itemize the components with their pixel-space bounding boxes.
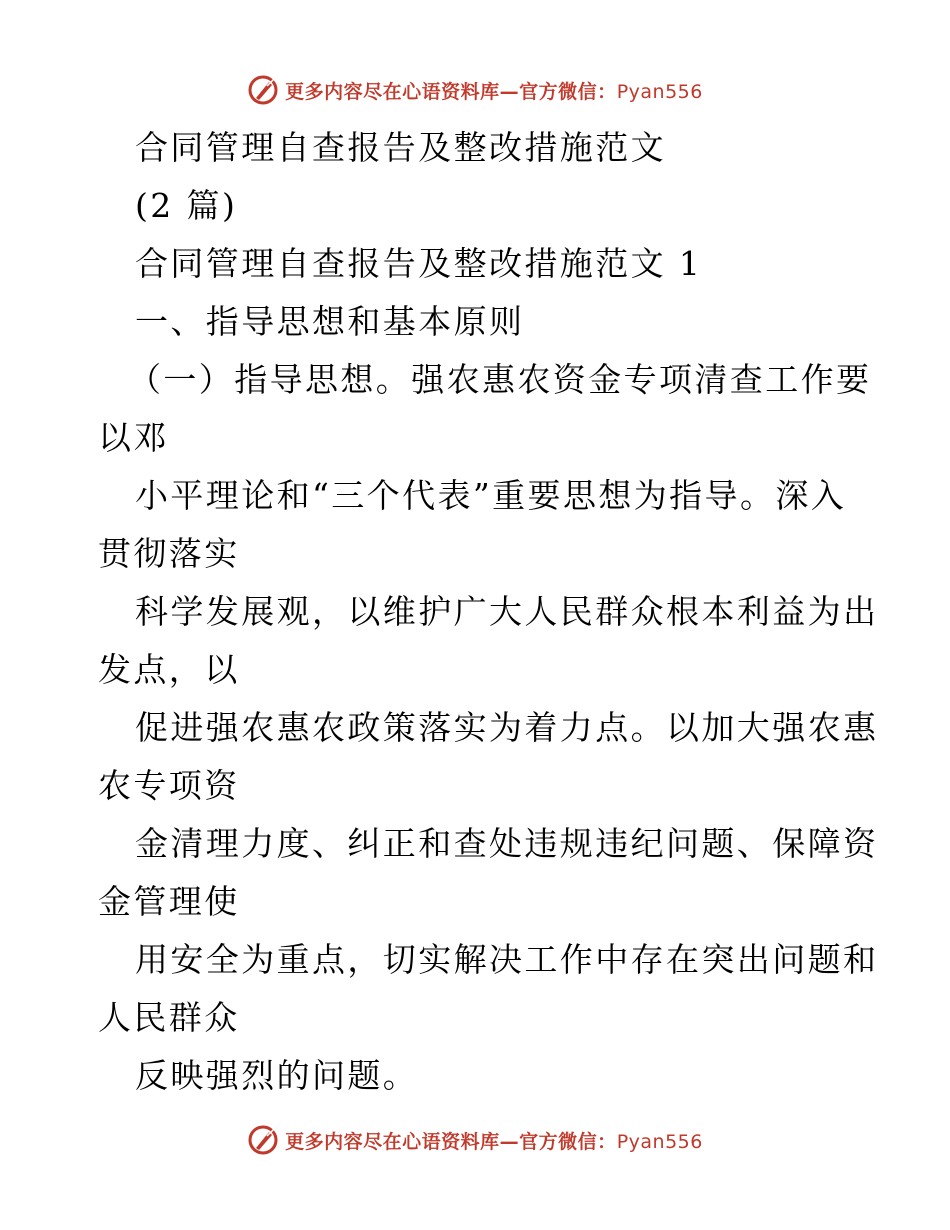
paragraph-line: 农专项资	[98, 766, 240, 805]
paragraph-line: 发点，以	[98, 650, 240, 689]
document-title-line-2: (2 篇)	[135, 186, 238, 225]
heading-guiding-principles: 一、指导思想和基本原则	[135, 302, 525, 341]
banner-slogan: 更多内容尽在心语资料库	[285, 1130, 500, 1153]
paragraph-line: 反映强烈的问题。	[135, 1056, 419, 1095]
paragraph-line: 用安全为重点，切实解决工作中存在突出问题和	[135, 940, 879, 979]
paragraph-line: 金清理力度、纠正和查处违规违纪问题、保障资	[135, 824, 879, 863]
banner-slogan: 更多内容尽在心语资料库	[285, 80, 500, 103]
banner-separator: —	[499, 1130, 520, 1153]
header-banner	[0, 70, 950, 110]
quill-logo-icon	[247, 1124, 279, 1156]
quill-logo-icon	[247, 74, 279, 106]
paragraph-line: 促进强农惠农政策落实为着力点。以加大强农惠	[135, 708, 879, 747]
paragraph-line: 人民群众	[98, 998, 240, 1037]
paragraph-line: （一）指导思想。强农惠农资金专项清查工作要	[128, 360, 872, 399]
banner-text	[285, 77, 703, 104]
paragraph-line: 贯彻落实	[98, 534, 240, 573]
section-title: 合同管理自查报告及整改措施范文 1	[135, 244, 703, 283]
banner-wechat-label: 官方微信：	[519, 80, 617, 103]
paragraph-line: 小平理论和“三个代表”重要思想为指导。深入	[135, 476, 847, 515]
banner-wechat-id: Pyan556	[616, 80, 703, 103]
banner-text	[285, 1127, 703, 1154]
footer-banner	[0, 1120, 950, 1160]
banner-wechat-label: 官方微信：	[519, 1130, 617, 1153]
document-title-line-1: 合同管理自查报告及整改措施范文	[135, 128, 666, 167]
paragraph-line: 金管理使	[98, 882, 240, 921]
paragraph-line: 以邓	[98, 418, 169, 457]
paragraph-line: 科学发展观，以维护广大人民群众根本利益为出	[135, 592, 879, 631]
banner-wechat-id: Pyan556	[616, 1130, 703, 1153]
banner-separator: —	[499, 80, 520, 103]
